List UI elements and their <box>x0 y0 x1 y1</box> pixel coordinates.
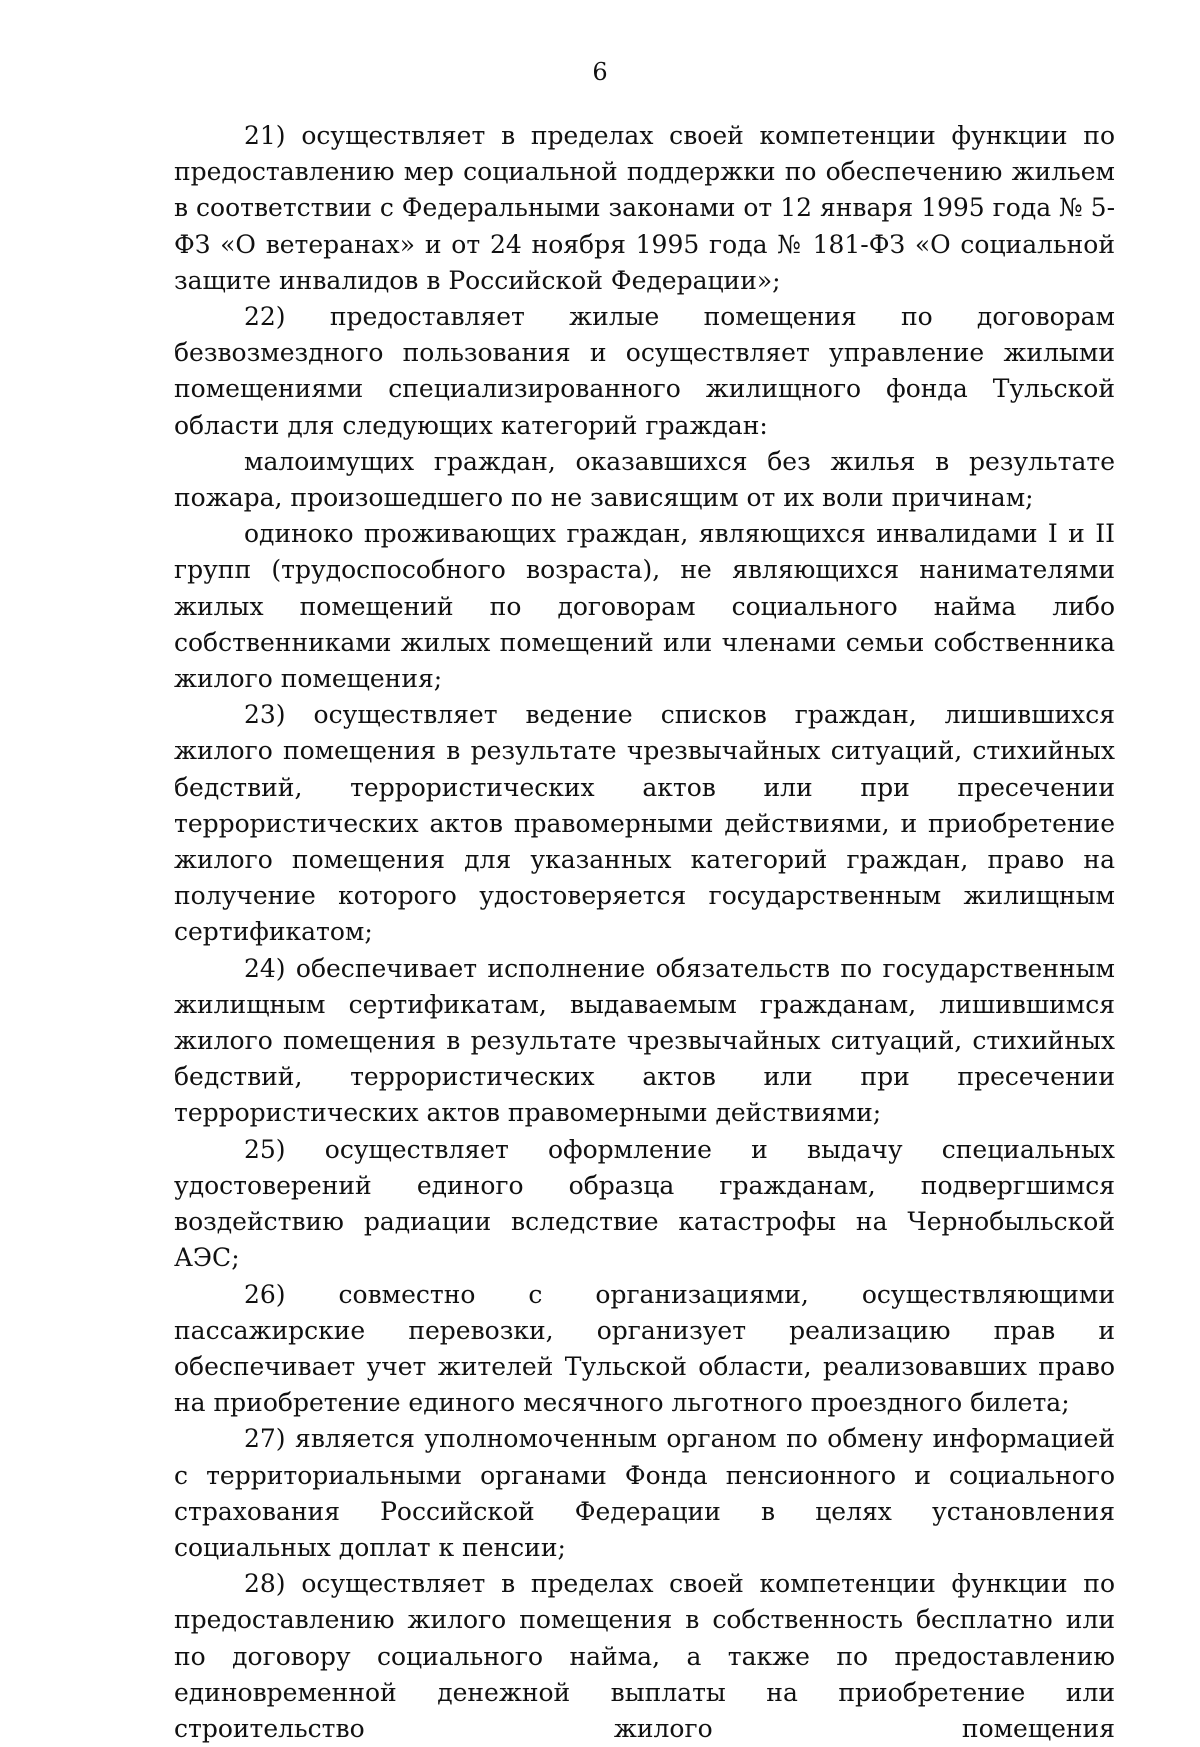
paragraph-26: 26) совместно с организациями, осуществляющими пассажирские перевозки, организует реализацию прав и обеспечивает учет жителей Тульской области, реализовавших право на приобретение единого месячного льготного проездного билета; <box>174 1279 1115 1418</box>
paragraph-25: 25) осуществляет оформление и выдачу специальных удостоверений единого образца гражданам, подвергшимся воздействию радиации вследствие катастрофы на Чернобыльской АЭС; <box>174 1134 1115 1273</box>
paragraph-21: 21) осуществляет в пределах своей компетенции функции по предоставлению мер социальной поддержки по обеспечению жильем в соответствии с Федеральными законами от 12 января 1995 года № 5-ФЗ «О ветеранах» и от 24 ноября 1995 года № 181-ФЗ «О социальной защите инвалидов в Российской Федерации»; <box>174 121 1116 295</box>
paragraph-22: 22) предоставляет жилые помещения по договорам безвозмездного пользования и осуществляет управление жилыми помещениями специализированного жилищного фонда Тульской области для следующих категорий граждан: <box>174 302 1115 440</box>
paragraph-24: 24) обеспечивает исполнение обязательств по государственным жилищным сертификатам, выдаваемым гражданам, лишившимся жилого помещения в результате чрезвычайных ситуаций, стихийных бедствий, террористических актов или при пресечении террористических актов правомерными действиями; <box>174 953 1115 1128</box>
paragraph-27: 27) является уполномоченным органом по обмену информацией с территориальными органами Фонда пенсионного и социального страхования Российской Федерации в целях установления социальных доплат к пенсии; <box>174 1424 1115 1562</box>
page-number: 6 <box>592 58 608 86</box>
paragraph-22-category-disabled: одиноко проживающих граждан, являющихся инвалидами I и II групп (трудоспособного возраста), не являющихся нанимателями жилых помещений по договорам социального найма либо собственниками жилых помещений или членами семьи собственника жилого помещения; <box>174 519 1115 694</box>
document-body <box>174 118 1115 1747</box>
paragraph-28: 28) осуществляет в пределах своей компетенции функции по предоставлению жилого помещения в собственность бесплатно или по договору социального найма, а также по предоставлению единовременной денежной выплаты на приобретение или строительство жилого помещения <box>174 1569 1115 1743</box>
paragraph-22-category-low-income: малоимущих граждан, оказавшихся без жилья в результате пожара, произошедшего по не зависящим от их воли причинам; <box>174 446 1115 513</box>
paragraph-23: 23) осуществляет ведение списков граждан, лишившихся жилого помещения в результате чрезвычайных ситуаций, стихийных бедствий, террористических актов или при пресечении террористических актов правомерными действиями, и приобретение жилого помещения для указанных категорий граждан, право на получение которого удостоверяется государственным жилищным сертификатом; <box>174 700 1115 947</box>
